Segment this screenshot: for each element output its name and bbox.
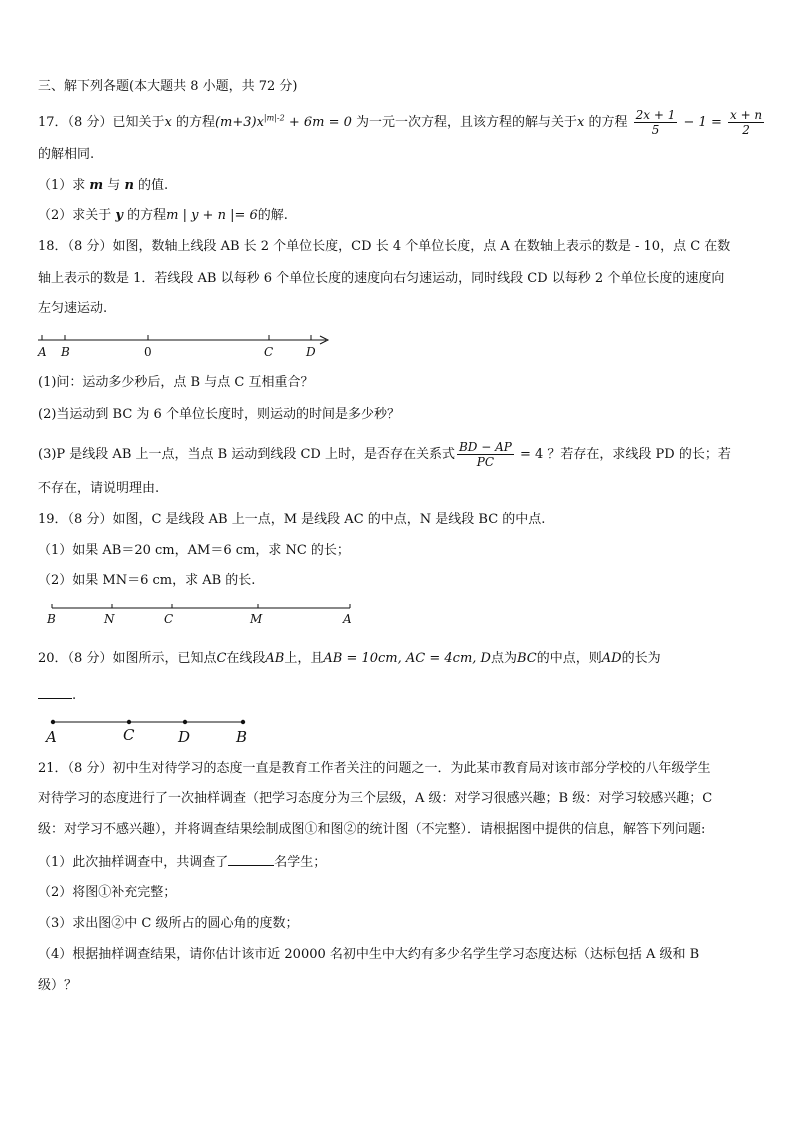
q17-text: 已知关于 (112, 115, 165, 130)
answer-blank[interactable] (228, 853, 274, 866)
q17-part-1 (38, 177, 168, 195)
label-zero: 0 (144, 345, 152, 359)
part-text: （2）求关于 (38, 208, 116, 223)
q20-text: 在线段 (226, 651, 266, 666)
q21-line-1: 21．（8 分）初中生对待学习的态度一直是教育工作者关注的问题之一．为此某市教育局对该市部分学校的八年级学生 (38, 761, 711, 776)
q17-text: 为一元一次方程，且该方程的解与关于 (351, 115, 578, 130)
q21-part-3: （3）求出图②中 C 级所占的圆心角的度数； (38, 916, 299, 931)
label-b: B (47, 612, 56, 626)
var-x: x (577, 115, 585, 130)
fraction-2x-plus-1-over-5 (634, 108, 678, 137)
point-a (51, 720, 55, 724)
fraction-x-plus-n-over-2 (728, 108, 764, 137)
abs-equation: m | y + n |= 6 (166, 208, 258, 223)
equation-exponent: |m|-2 (263, 113, 285, 123)
label-c: C (164, 612, 174, 626)
q19-part-1: （1）如果 AB＝20 cm，AM＝6 cm，求 NC 的长； (38, 543, 350, 558)
label-n: N (104, 612, 115, 626)
number-line-figure (34, 332, 334, 360)
answer-blank[interactable] (38, 686, 72, 699)
q20-condition: AB = 10cm, AC = 4cm, D (323, 651, 491, 666)
q18-part-2: (2)当运动到 BC 为 6 个单位长度时，则运动的时间是多少秒？ (38, 407, 400, 422)
var-c: C (216, 651, 227, 666)
label-m: M (250, 612, 263, 626)
q17-line-2: 的解相同. (38, 147, 95, 162)
q18-part-3-cont: 不存在，请说明理由. (38, 481, 160, 496)
q21-part-2: （2）将图①补充完整； (38, 885, 177, 900)
part-text: （1）此次抽样调查中，共调查了 (38, 855, 229, 870)
part-text: 的方程 (122, 208, 167, 223)
part-text: 与 (103, 178, 125, 193)
point-c (127, 720, 131, 724)
q20-text: 的长为 (621, 651, 661, 666)
fraction-denominator: 2 (742, 123, 750, 137)
label-d: D (306, 345, 316, 359)
q19-line-1: 19．（8 分）如图，C 是线段 AB 上一点，M 是线段 AC 的中点，N 是线段 BC 的中点. (38, 512, 546, 527)
q21-line-3: 级：对学习不感兴趣），并将调查结果绘制成图①和图②的统计图（不完整）．请根据图中提供的信息，解答下列问题: (38, 822, 706, 837)
q18-part-1: (1)问：运动多少秒后，点 B 与点 C 互相重合？ (38, 375, 314, 390)
label-b: B (61, 345, 70, 359)
q17-part-2 (38, 207, 288, 225)
q21-part-1 (38, 853, 326, 872)
var-ad: AD (601, 651, 622, 666)
var-m: m (89, 178, 104, 193)
var-n: n (124, 178, 134, 193)
label-a: A (46, 728, 57, 746)
fraction-numerator: BD − AP (458, 440, 512, 454)
label-a: A (38, 345, 47, 359)
q20-text: 点为 (490, 651, 517, 666)
equation-part: − 1 = (679, 115, 726, 130)
q20-text: 的中点，则 (536, 651, 602, 666)
var-ab: AB (265, 651, 285, 666)
q17-text: 的方程 (171, 115, 215, 130)
fraction-numerator: x + n (729, 108, 763, 122)
q20-text: 上，且 (284, 651, 324, 666)
q17-text: 的方程 (584, 115, 628, 130)
label-a: A (343, 612, 352, 626)
part-text: （1）求 (38, 178, 90, 193)
part-text: 的解. (257, 208, 288, 223)
label-c: C (123, 726, 135, 744)
label-b: B (236, 728, 248, 746)
fraction-numerator: 2x + 1 (635, 108, 676, 122)
q19-part-2: （2）如果 MN＝6 cm，求 AB 的长. (38, 573, 256, 588)
part-text: = 4 ？若存在，求线段 PD 的长；若 (515, 447, 731, 462)
fraction-bd-minus-ap-over-pc (457, 440, 514, 469)
q20-line-2 (38, 686, 76, 705)
equation-part: + 6m = 0 (284, 115, 352, 130)
q21-part-4-cont: 级）？ (38, 978, 78, 993)
q21-part-4: （4）根据抽样调查结果，请你估计该市近 20000 名初中生中大约有多少名学生学习态度达标（达标包括 A 级和 B (38, 947, 700, 962)
part-text: (3)P 是线段 AB 上一点，当点 B 运动到线段 CD 上时，是否存在关系式 (38, 447, 455, 462)
segment-acdb-figure (40, 714, 260, 748)
label-c: C (264, 345, 274, 359)
part-text: 名学生； (274, 855, 327, 870)
point-d (183, 720, 187, 724)
fraction-denominator: 5 (651, 123, 660, 137)
q21-line-2: 对待学习的态度进行了一次抽样调查（把学习态度分为三个层级，A 级：对学习很感兴趣；B 级：对学习较感兴趣；C (38, 791, 713, 806)
part-text: 的值. (133, 178, 169, 193)
var-x: x (164, 115, 172, 130)
label-d: D (178, 728, 191, 746)
q18-part-3 (38, 440, 731, 469)
q17-line-1 (38, 108, 766, 137)
q17-number: 17．（8 分） (38, 115, 113, 130)
point-b (241, 720, 245, 724)
q18-line-2: 轴上表示的数是 1．若线段 AB 以每秒 6 个单位长度的速度向右匀速运动，同时线段 CD 以每秒 2 个单位长度的速度向 (38, 271, 725, 286)
q17-equation (215, 115, 352, 130)
var-y: y (115, 208, 123, 223)
q20-text: 20．（8 分）如图所示，已知点 (38, 651, 217, 666)
q18-line-1: 18．（8 分）如图，数轴上线段 AB 长 2 个单位长度，CD 长 4 个单位长度，点 A 在数轴上表示的数是 - 10，点 C 在数 (38, 239, 731, 254)
q18-line-3: 左匀速运动. (38, 301, 108, 316)
var-bc: BC (516, 651, 537, 666)
equation-part: (m+3)x (214, 115, 264, 130)
q20-line-1 (38, 650, 661, 668)
segment-bnmca-figure (42, 602, 362, 628)
q20-text: . (72, 688, 77, 703)
section-header: 三、解下列各题(本大题共 8 小题，共 72 分) (38, 79, 298, 94)
fraction-denominator: PC (476, 455, 495, 469)
